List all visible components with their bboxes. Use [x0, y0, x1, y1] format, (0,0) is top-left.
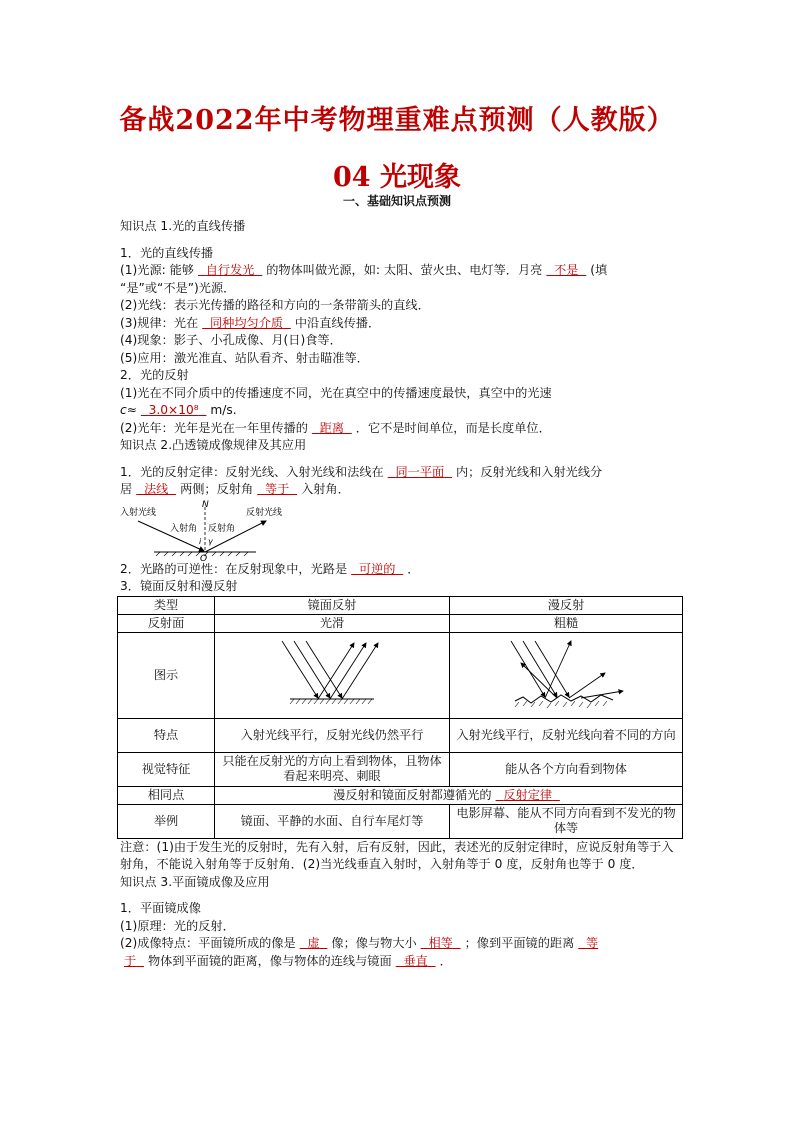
diffuse-figure-cell [450, 632, 683, 718]
table-cell: 电影屏幕、能从不同方向看到不发光的物体等 [450, 804, 683, 838]
content [120, 218, 680, 970]
answer-blank [542, 263, 590, 277]
specular-reflection-figure [272, 633, 392, 713]
text: 居 [120, 482, 133, 496]
kp1-line4: (4)现象：影子、小孔成像、月(日)食等． [120, 333, 342, 347]
text: ．它不是时间单位，而是长度单位． [355, 420, 551, 435]
label-reflection-angle: 反射角 [208, 523, 236, 534]
text: 的物体叫做光源，如: 太阳、萤火虫、电灯等．月亮 [266, 263, 543, 277]
text: (填 [590, 263, 608, 277]
section-title: 一、基础知识点预测 [342, 194, 451, 208]
text: ． [407, 561, 420, 576]
reflection-law-svg [120, 499, 320, 561]
label-incident-angle: 入射角 [170, 523, 198, 534]
doc-title: 备战2022年中考物理重难点预测（人教版） [119, 105, 675, 136]
table-cell: 入射光线平行，反射光线向着不同的方向 [450, 718, 683, 752]
kp1-sub2: 2．光的反射 [120, 368, 189, 382]
answer-blank [574, 936, 602, 950]
answer-blank [392, 954, 440, 968]
kp2-line3: 3．镜面反射和漫反射 [120, 579, 238, 593]
reflection-law-diagram [120, 499, 680, 561]
kp2-line1c [120, 481, 680, 499]
table-cell: 相同点 [118, 786, 215, 804]
answer: 距离 [319, 420, 345, 435]
text: (3)规律：光在 [120, 315, 199, 330]
kp1-line6: (1)光在不同介质中的传播速度不同，光在真空中的传播速度最快，真空中的光速 [120, 385, 552, 400]
kp2-line2 [120, 561, 680, 579]
label-gamma: γ [208, 536, 213, 546]
table-row [118, 632, 683, 718]
answer-blank [347, 562, 407, 576]
text: 两侧；反射角 [180, 482, 254, 496]
text: 2．光路的可逆性：在反射现象中，光路是 [120, 561, 348, 576]
answer: 等 [586, 936, 599, 950]
table-cell: 特点 [118, 718, 215, 752]
kp2-heading: 知识点 2.凸透镜成像规律及其应用 [120, 438, 307, 452]
table-row [118, 596, 683, 614]
common-point-cell [215, 786, 683, 804]
answer: 同一平面 [395, 464, 445, 479]
text: 1．光的反射定律：反射光线、入射光线和法线在 [120, 464, 384, 479]
table-cell: 镜面、平静的水面、自行车尾灯等 [215, 804, 450, 838]
kp3-line2d [120, 953, 680, 971]
specular-figure-cell [215, 632, 450, 718]
kp1-line1d: “是”或“不是”)光源． [120, 280, 236, 295]
text: c≈ [120, 403, 137, 417]
kp3-heading: 知识点 3.平面镜成像及应用 [120, 874, 270, 889]
answer: 3.0×10⁸ [148, 403, 199, 417]
kp1-line5: (5)应用：激光准直、站队看齐、射击瞄准等． [120, 350, 369, 365]
answer-blank [417, 936, 465, 950]
text: ；像到平面镜的距离 [464, 936, 575, 950]
text: m/s. [210, 403, 237, 417]
text: 中沿直线传播． [294, 315, 381, 330]
text: (2)成像特点：平面镜所成的像是 [120, 936, 296, 950]
kp2-line1 [120, 464, 680, 482]
label-reflected-ray: 反射光线 [246, 507, 283, 518]
kp1-heading: 知识点 1.光的直线传播 [120, 219, 246, 233]
answer-blank [120, 954, 148, 968]
kp1-line2: (2)光线：表示光传播的路径和方向的一条带箭头的直线． [120, 298, 430, 312]
table-cell: 类型 [118, 596, 215, 614]
table-cell: 漫反射 [450, 596, 683, 614]
kp3-sub1: 1．平面镜成像 [120, 901, 201, 915]
table-row [118, 718, 683, 752]
answer-blank [132, 482, 180, 496]
text: 内；反射光线和入射光线分 [455, 464, 603, 479]
answer: 相等 [428, 936, 453, 950]
table-cell: 镜面反射 [215, 596, 450, 614]
text: 漫反射和镜面反射都遵循光的 [333, 787, 492, 802]
text: ． [439, 953, 452, 968]
answer-blank [296, 936, 332, 950]
reflection-comparison-table [117, 596, 683, 839]
label-i: i [199, 536, 202, 546]
answer: 不是 [554, 263, 579, 277]
answer: 等于 [264, 482, 290, 496]
table-row [118, 804, 683, 838]
answer: 同种均匀介质 [209, 315, 284, 330]
answer: 可逆的 [358, 561, 396, 576]
diffuse-reflection-figure [501, 633, 631, 713]
table-cell: 视觉特征 [118, 752, 215, 786]
text: 物体到平面镜的距离，像与物体的连线与镜面 [147, 953, 392, 968]
table-cell: 光滑 [215, 614, 450, 632]
kp3-line2 [120, 935, 680, 953]
table-cell: 入射光线平行，反射光线仍然平行 [215, 718, 450, 752]
label-o: O [200, 553, 208, 561]
table-cell: 反射面 [118, 614, 215, 632]
answer-blank [137, 403, 211, 417]
kp1-sub1: 1．光的直线传播 [120, 245, 214, 260]
kp1-line7 [120, 420, 680, 438]
text: 入射角． [301, 482, 350, 496]
kp1-line3 [120, 315, 680, 333]
answer: 反射定律 [503, 787, 553, 802]
answer-blank [492, 788, 564, 802]
answer-blank [198, 316, 295, 330]
text: (1)光源: 能够 [120, 263, 194, 277]
chapter-title: 04 光现象 [333, 162, 461, 193]
kp3-line1: (1)原理：光的反射． [120, 918, 235, 933]
text: (2)光年：光年是光在一年里传播的 [120, 420, 308, 435]
kp1-line6b [120, 402, 680, 420]
text: 像；像与物大小 [331, 936, 417, 950]
table-cell: 图示 [118, 632, 215, 718]
answer: 法线 [143, 482, 169, 496]
answer: 自行发光 [205, 263, 255, 277]
table-row [118, 614, 683, 632]
label-n: N [202, 499, 209, 510]
answer-blank [253, 482, 301, 496]
table-row [118, 786, 683, 804]
answer-blank [384, 465, 456, 479]
answer-blank [308, 421, 356, 435]
table-cell: 粗糙 [450, 614, 683, 632]
table-cell: 举例 [118, 804, 215, 838]
answer: 于 [124, 953, 137, 968]
answer-blank [194, 263, 266, 277]
answer: 虚 [307, 936, 320, 950]
table-cell: 只能在反射光的方向上看到物体，且物体看起来明亮、刺眼 [215, 752, 450, 786]
note: 注意：(1)由于发生光的反射时，先有入射，后有反射，因此，表述光的反射定律时，应说反射角等于入射角，不能说入射角等于反射角．(2)当光线垂直入射时，入射角等于 0 度，反射角也等于 0 度． [120, 839, 674, 871]
table-cell: 能从各个方向看到物体 [450, 752, 683, 786]
table-row [118, 752, 683, 786]
answer: 垂直 [403, 953, 428, 968]
kp1-line1 [120, 262, 680, 280]
label-incident-ray: 入射光线 [120, 507, 157, 518]
